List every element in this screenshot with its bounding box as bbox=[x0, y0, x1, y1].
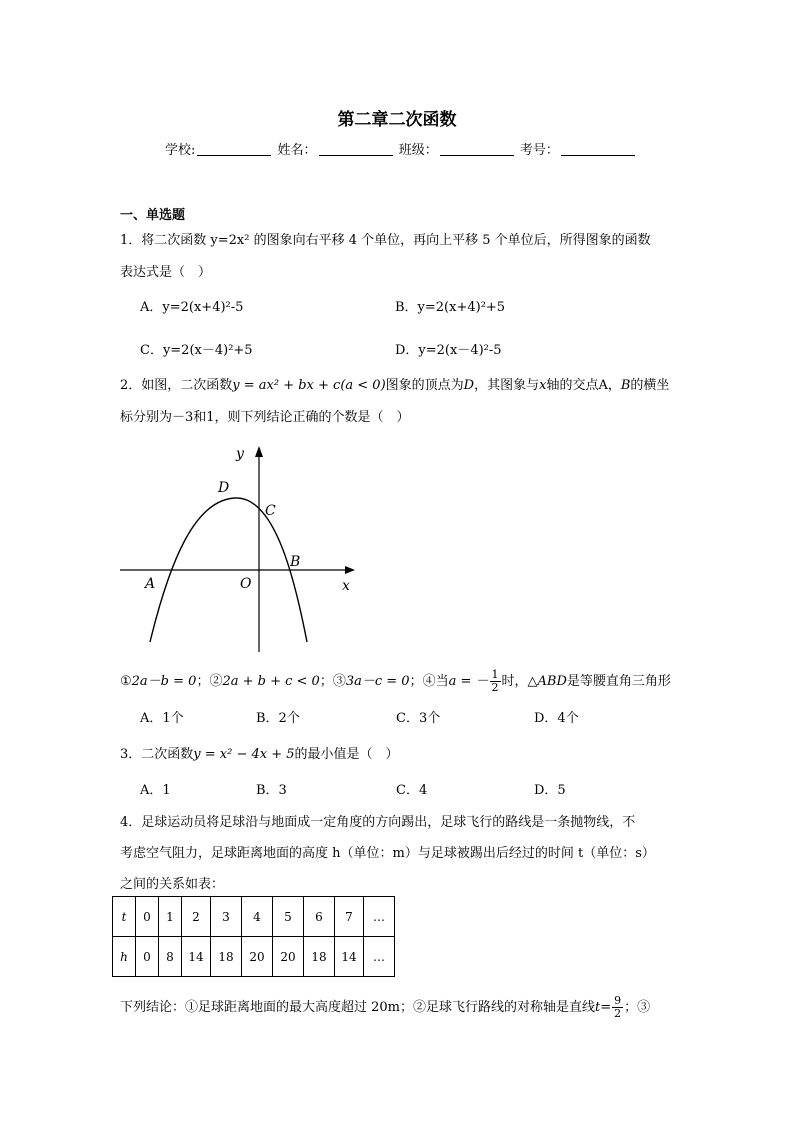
table-cell: 18 bbox=[304, 937, 335, 977]
table-cell: 20 bbox=[242, 937, 273, 977]
q4-stem-line1: 4．足球运动员将足球沿与地面成一定角度的方向踢出，足球飞行的路线是一条抛物线，不 bbox=[120, 815, 636, 830]
school-blank[interactable] bbox=[197, 142, 271, 156]
q2-s1-eq: 2a－b = 0 bbox=[131, 674, 197, 689]
q4-concl-eq: = bbox=[600, 1000, 612, 1015]
frac-numerator: 9 bbox=[614, 994, 622, 1007]
label-a: A bbox=[145, 576, 156, 592]
table-cell: 2 bbox=[182, 897, 211, 937]
q2-stem-line2: 标分别为－3和1，则下列结论正确的个数是（ ） bbox=[120, 410, 410, 425]
q2-triangle: △ABD bbox=[527, 674, 567, 689]
y-axis-arrow bbox=[255, 446, 263, 457]
q3-option-b[interactable]: B．3 bbox=[256, 783, 287, 798]
table-cell: … bbox=[364, 897, 395, 937]
fraction-nine-halves bbox=[612, 995, 623, 1020]
q1-option-c[interactable]: C．y=2(x－4)²+5 bbox=[140, 343, 253, 358]
q2-option-a[interactable]: A．1个 bbox=[140, 711, 184, 726]
table-cell: 14 bbox=[182, 937, 211, 977]
table-cell: … bbox=[364, 937, 395, 977]
q1-option-d[interactable]: D．y=2(x－4)²-5 bbox=[395, 343, 502, 358]
q4-stem-line3: 之间的关系如表： bbox=[120, 877, 225, 892]
q2-s4-eq: a = － bbox=[448, 674, 489, 689]
q3-text-b: 的最小值是（ ） bbox=[294, 747, 399, 762]
frac-denominator: 2 bbox=[491, 681, 499, 694]
q2-text-b: 图象的顶点为 bbox=[385, 378, 464, 393]
table-cell: 0 bbox=[136, 897, 159, 937]
q2-text-a: 2．如图，二次函数 bbox=[120, 378, 233, 393]
q3-stem bbox=[120, 743, 399, 762]
table-cell: 6 bbox=[304, 897, 335, 937]
table-cell: 8 bbox=[159, 937, 182, 977]
number-blank[interactable] bbox=[561, 142, 635, 156]
q4-concl-tail: ；③ bbox=[624, 1000, 651, 1015]
frac-denominator: 2 bbox=[614, 1007, 622, 1020]
q2-text-e: 轴的交点A， bbox=[546, 378, 621, 393]
q2-s2-eq: 2a + b + c < 0 bbox=[222, 674, 320, 689]
table-cell: h bbox=[113, 937, 136, 977]
q3-equation: y = x² − 4x + 5 bbox=[193, 747, 295, 762]
x-axis-arrow bbox=[345, 566, 355, 574]
parabola-graph bbox=[115, 440, 365, 655]
table-row-h bbox=[113, 937, 395, 977]
q2-stem-line1 bbox=[120, 374, 669, 393]
q3-option-a[interactable]: A．1 bbox=[140, 783, 171, 798]
page-title: 第二章二次函数 bbox=[337, 110, 457, 130]
q2-equation: y = ax² + bx + c(a < 0) bbox=[232, 378, 386, 393]
q2-s3-mark: ；③ bbox=[319, 674, 346, 689]
q2-text-c: ，其图象与 bbox=[474, 378, 540, 393]
q2-vertex-d: D bbox=[463, 378, 475, 393]
label-c: C bbox=[265, 503, 276, 519]
label-x: x bbox=[342, 578, 350, 594]
time-height-table bbox=[112, 896, 395, 977]
q2-s2-mark: ；② bbox=[196, 674, 223, 689]
q1-option-b[interactable]: B．y=2(x+4)²+5 bbox=[395, 300, 506, 315]
q4-stem-line2: 考虑空气阻力，足球距离地面的高度 h（单位：m）与足球被踢出后经过的时间 t（单位：s） bbox=[120, 846, 655, 861]
section-heading: 一、单选题 bbox=[120, 208, 186, 223]
q2-s4-mark: ；④当 bbox=[409, 674, 449, 689]
q2-text-f: 的横坐 bbox=[630, 378, 670, 393]
q4-conclusions bbox=[120, 995, 650, 1020]
name-blank[interactable] bbox=[319, 142, 393, 156]
q4-concl-t: t bbox=[595, 1000, 601, 1015]
student-info-line bbox=[165, 139, 637, 158]
table-row-t bbox=[113, 897, 395, 937]
table-cell: 18 bbox=[211, 937, 242, 977]
table-cell: 0 bbox=[136, 937, 159, 977]
q1-stem-line1: 1．将二次函数 y=2x² 的图象向右平移 4 个单位，再向上平移 5 个单位后，所得图象的函数 bbox=[120, 233, 651, 248]
q2-s1-mark: ① bbox=[120, 674, 132, 689]
fraction-one-half bbox=[490, 669, 501, 694]
q2-point-b: B bbox=[620, 378, 631, 393]
q2-s4-text: 时， bbox=[501, 674, 528, 689]
label-y: y bbox=[236, 446, 244, 462]
q3-option-d[interactable]: D．5 bbox=[534, 783, 566, 798]
table-cell: t bbox=[113, 897, 136, 937]
table-cell: 5 bbox=[273, 897, 304, 937]
q2-option-c[interactable]: C．3个 bbox=[396, 711, 441, 726]
name-label: 姓名： bbox=[277, 143, 317, 158]
q3-text-a: 3．二次函数 bbox=[120, 747, 194, 762]
q2-option-b[interactable]: B．2个 bbox=[256, 711, 300, 726]
q1-option-a[interactable]: A．y=2(x+4)²-5 bbox=[140, 300, 244, 315]
q1-stem-line2: 表达式是（ ） bbox=[120, 265, 212, 280]
table-cell: 20 bbox=[273, 937, 304, 977]
label-o: O bbox=[240, 576, 252, 592]
table-cell: 14 bbox=[335, 937, 364, 977]
q4-concl-text: 下列结论：①足球距离地面的最大高度超过 20m；②足球飞行路线的对称轴是直线 bbox=[120, 1000, 596, 1015]
table-cell: 4 bbox=[242, 897, 273, 937]
q3-option-c[interactable]: C．4 bbox=[396, 783, 428, 798]
q2-statements bbox=[120, 669, 671, 694]
q2-s4-tail: 是等腰直角三角形 bbox=[566, 674, 671, 689]
frac-numerator: 1 bbox=[491, 668, 499, 681]
class-blank[interactable] bbox=[440, 142, 514, 156]
q2-s3-eq: 3a－c = 0 bbox=[345, 674, 410, 689]
number-label: 考号： bbox=[519, 143, 559, 158]
q2-x-axis: x bbox=[539, 378, 547, 393]
class-label: 班级： bbox=[398, 143, 438, 158]
school-label: 学校: bbox=[165, 143, 196, 158]
table-cell: 3 bbox=[211, 897, 242, 937]
label-b: B bbox=[290, 554, 301, 570]
table-cell: 1 bbox=[159, 897, 182, 937]
q2-option-d[interactable]: D．4个 bbox=[534, 711, 579, 726]
table-cell: 7 bbox=[335, 897, 364, 937]
label-d: D bbox=[218, 480, 230, 496]
